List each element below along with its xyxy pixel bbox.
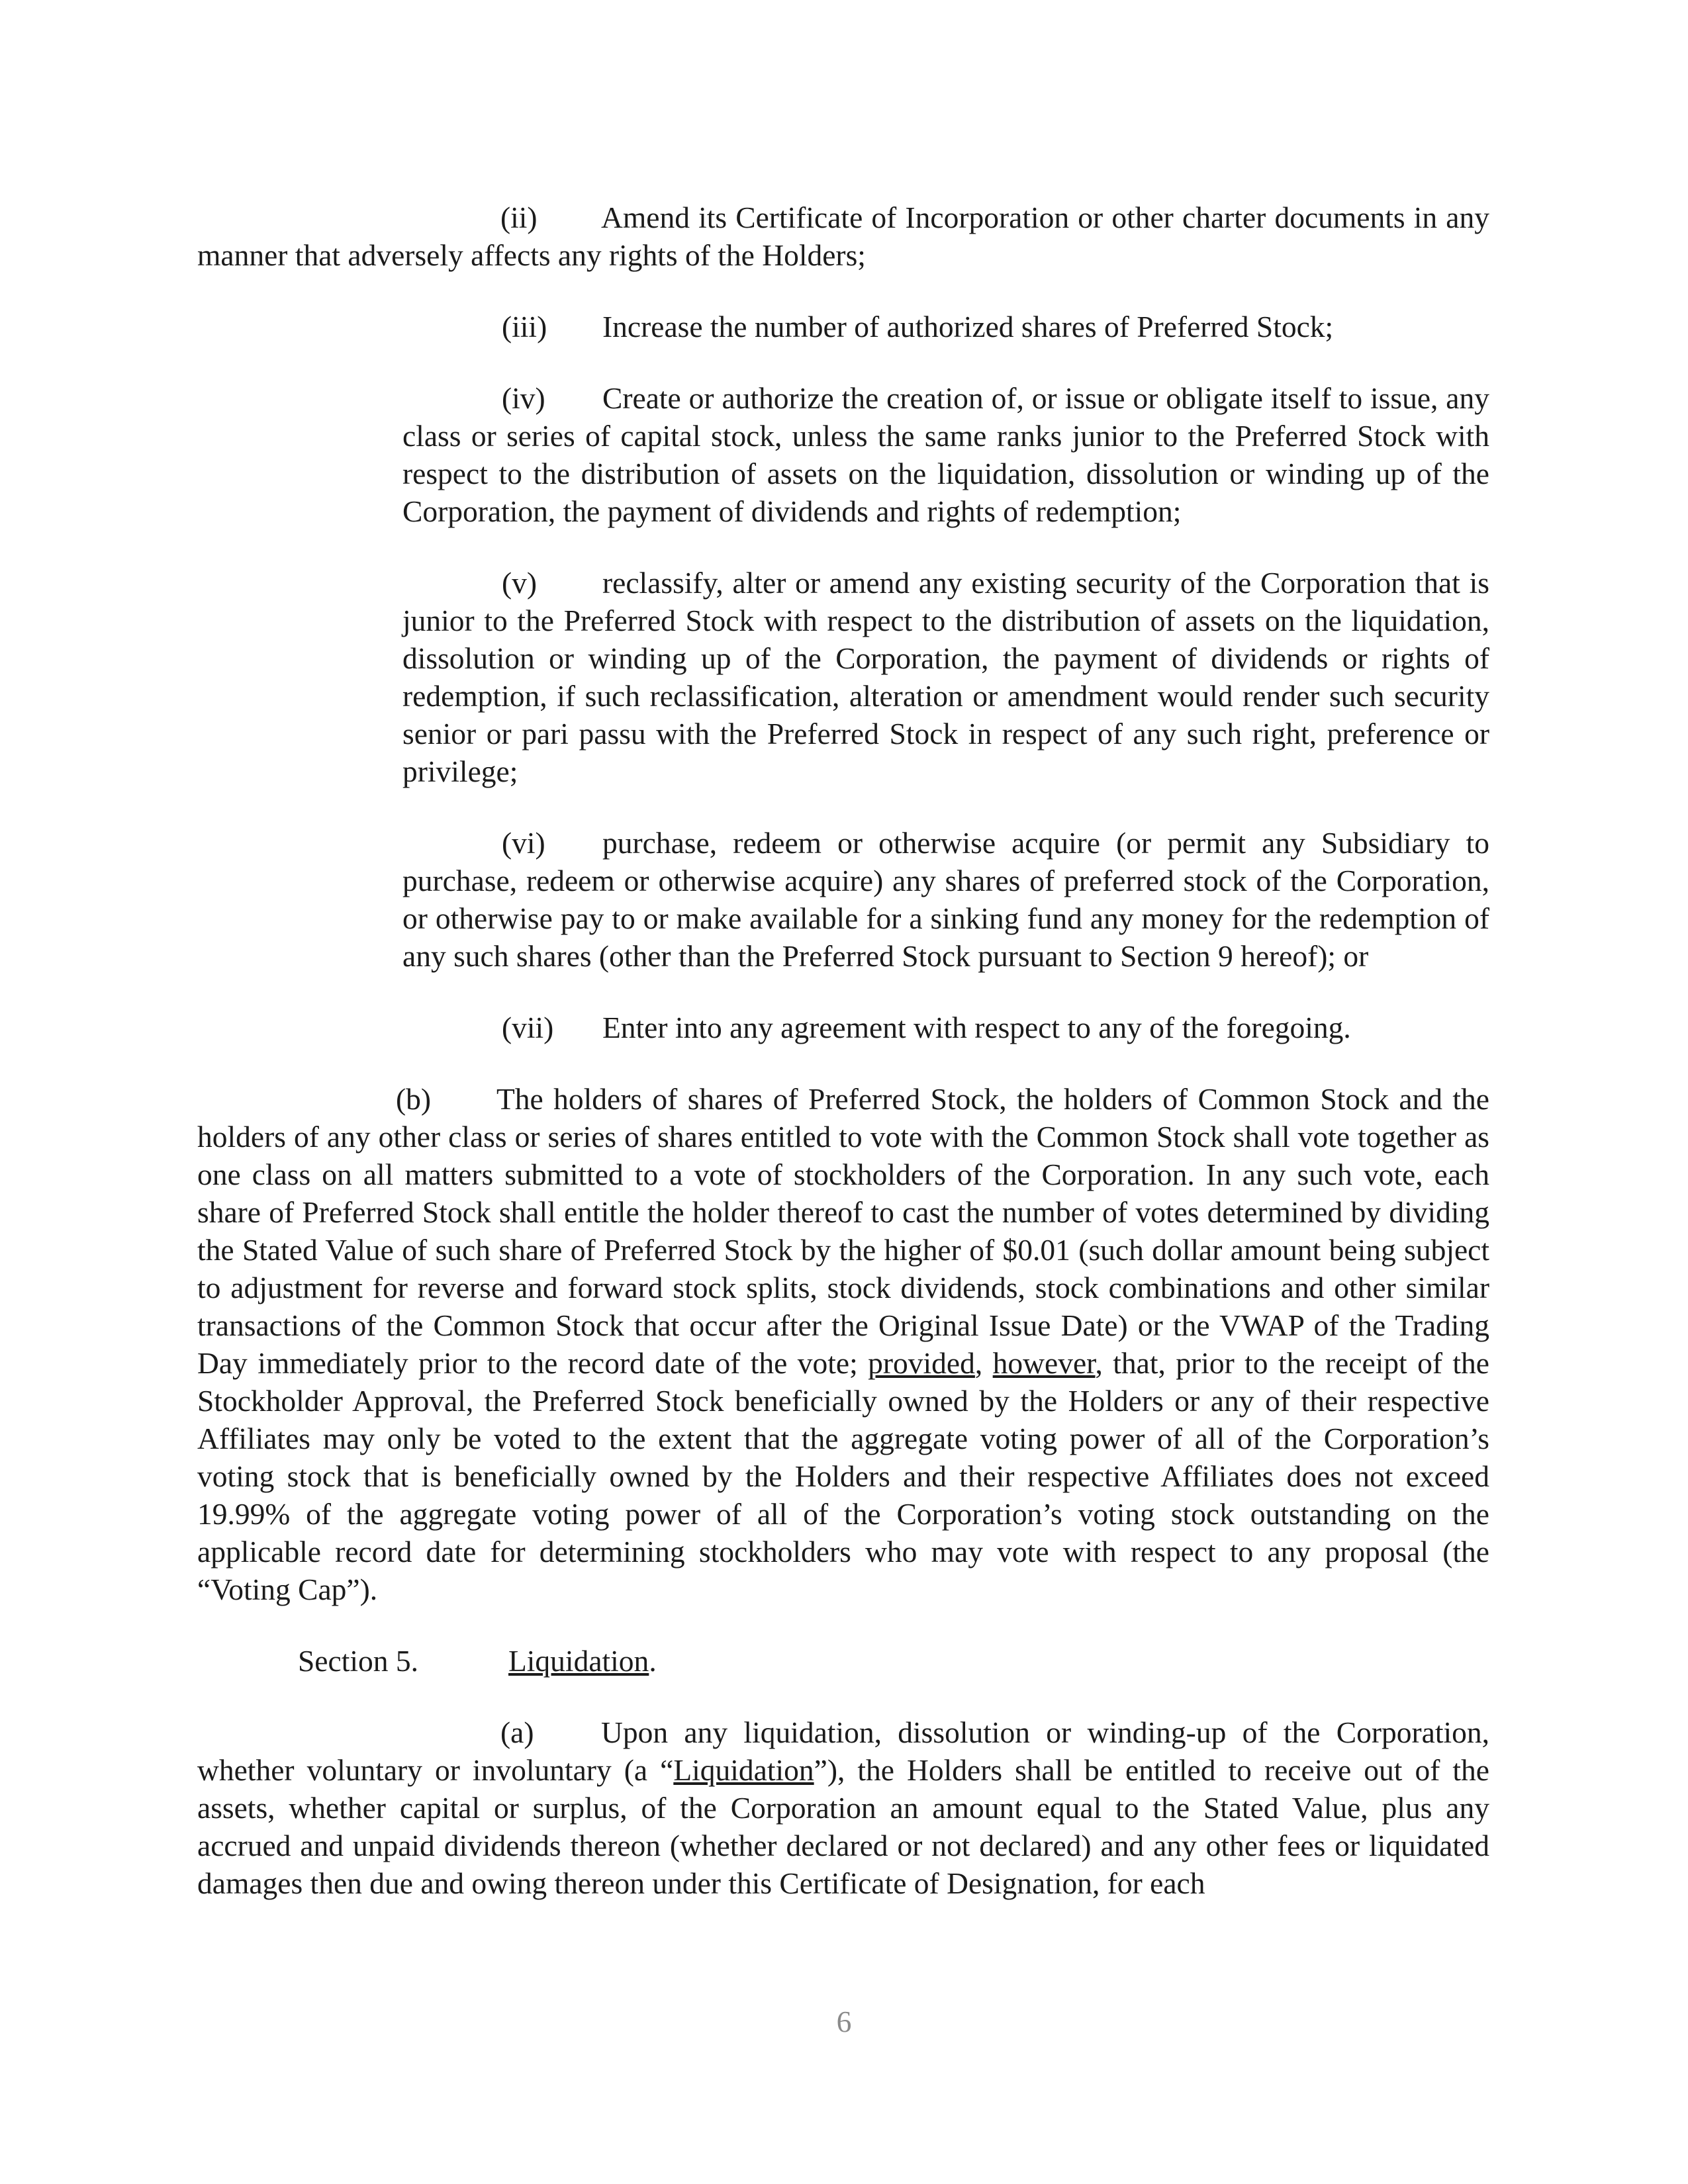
clause-v: [402, 564, 1489, 790]
liquidation-term: Liquidation: [673, 1753, 814, 1787]
section-title: Liquidation: [508, 1644, 649, 1678]
clause-number: (v): [502, 566, 538, 600]
clause-text: purchase, redeem or otherwise acquire (or permit any Subsidiary to purchase, redeem or otherwise acquire) any shares of preferred stock of the Corporation, or otherwise pay to or make available for a sinking fund any money for the redemption of any such shares (other than the Preferred Stock pursuant to Section 9 hereof); or: [402, 826, 1489, 973]
paragraph-text-1: Upon any liquidation, dissolution or winding-up of the Corporation, whether voluntary or involuntary (a “: [197, 1715, 1489, 1787]
paragraph-5a: [197, 1713, 1489, 1902]
clause-number: (iv): [502, 381, 545, 415]
clause-text: Amend its Certificate of Incorporation or other charter documents in any manner that adversely affects any rights of the Holders;: [197, 201, 1489, 272]
paragraph-number: (a): [500, 1715, 534, 1749]
clause-text: Enter into any agreement with respect to any of the foregoing.: [602, 1011, 1351, 1044]
provided-term: provided: [868, 1346, 975, 1380]
paragraph-text-2: ”), the Holders shall be entitled to receive out of the assets, whether capital or surplus, of the Corporation an amount equal to the Stated Value, plus any accrued and unpaid dividends thereon (whether declared or not declared) and any other fees or liquidated damages then due and owing thereon under this Certificate of Designation, for each: [197, 1753, 1490, 1900]
clause-vii: [402, 1009, 1489, 1046]
comma: ,: [974, 1346, 993, 1380]
page-number: 6: [836, 2005, 852, 2038]
section-title-period: .: [649, 1644, 657, 1678]
clause-number: (vi): [502, 826, 545, 860]
clause-number: (ii): [500, 201, 538, 234]
clause-vi: [402, 824, 1489, 975]
clause-iii: [402, 308, 1489, 345]
clause-number: (vii): [502, 1011, 554, 1044]
section-5-heading: [298, 1642, 1489, 1680]
paragraph-b: [197, 1080, 1489, 1608]
clause-ii: [197, 199, 1489, 274]
however-term: however: [992, 1346, 1096, 1380]
clause-iv: [402, 379, 1489, 530]
paragraph-text-2: , that, prior to the receipt of the Stockholder Approval, the Preferred Stock beneficially owned by the Holders or any of their respective Affiliates may only be voted to the extent that the aggregate voting power of all of the Corporation’s voting stock that is beneficially owned by the Holders and their respective Affiliates does not exceed 19.99% of the aggregate voting power of all of the Corporation’s voting stock outstanding on the applicable record date for determining stockholders who may vote with respect to any proposal (the “Voting Cap”).: [197, 1346, 1489, 1606]
paragraph-text-1: The holders of shares of Preferred Stock, the holders of Common Stock and the holders of any other class or series of shares entitled to vote with the Common Stock shall vote together as one class on all matters submitted to a vote of stockholders of the Corporation. In any such vote, each share of Preferred Stock shall entitle the holder thereof to cast the number of votes determined by dividing the Stated Value of such share of Preferred Stock by the higher of $0.01 (such dollar amount being subject to adjustment for reverse and forward stock splits, stock dividends, stock combinations and other similar transactions of the Common Stock that occur after the Original Issue Date) or the VWAP of the Trading Day immediately prior to the record date of the vote;: [197, 1082, 1489, 1380]
document-page: [197, 199, 1489, 1902]
paragraph-number: (b): [396, 1082, 432, 1116]
section-label: Section 5.: [298, 1644, 418, 1678]
clause-text: Increase the number of authorized shares of Preferred Stock;: [602, 310, 1334, 343]
clause-number: (iii): [502, 310, 547, 343]
clause-text: Create or authorize the creation of, or issue or obligate itself to issue, any class or series of capital stock, unless the same ranks junior to the Preferred Stock with respect to the distribution of assets on the liquidation, dissolution or winding up of the Corporation, the payment of dividends and rights of redemption;: [402, 381, 1489, 528]
clause-text: reclassify, alter or amend any existing security of the Corporation that is junior to the Preferred Stock with respect to the distribution of assets on the liquidation, dissolution or winding up of the Corporation, the payment of dividends or rights of redemption, if such reclassification, alteration or amendment would render such security senior or pari passu with the Preferred Stock in respect of any such right, preference or privilege;: [402, 566, 1489, 788]
